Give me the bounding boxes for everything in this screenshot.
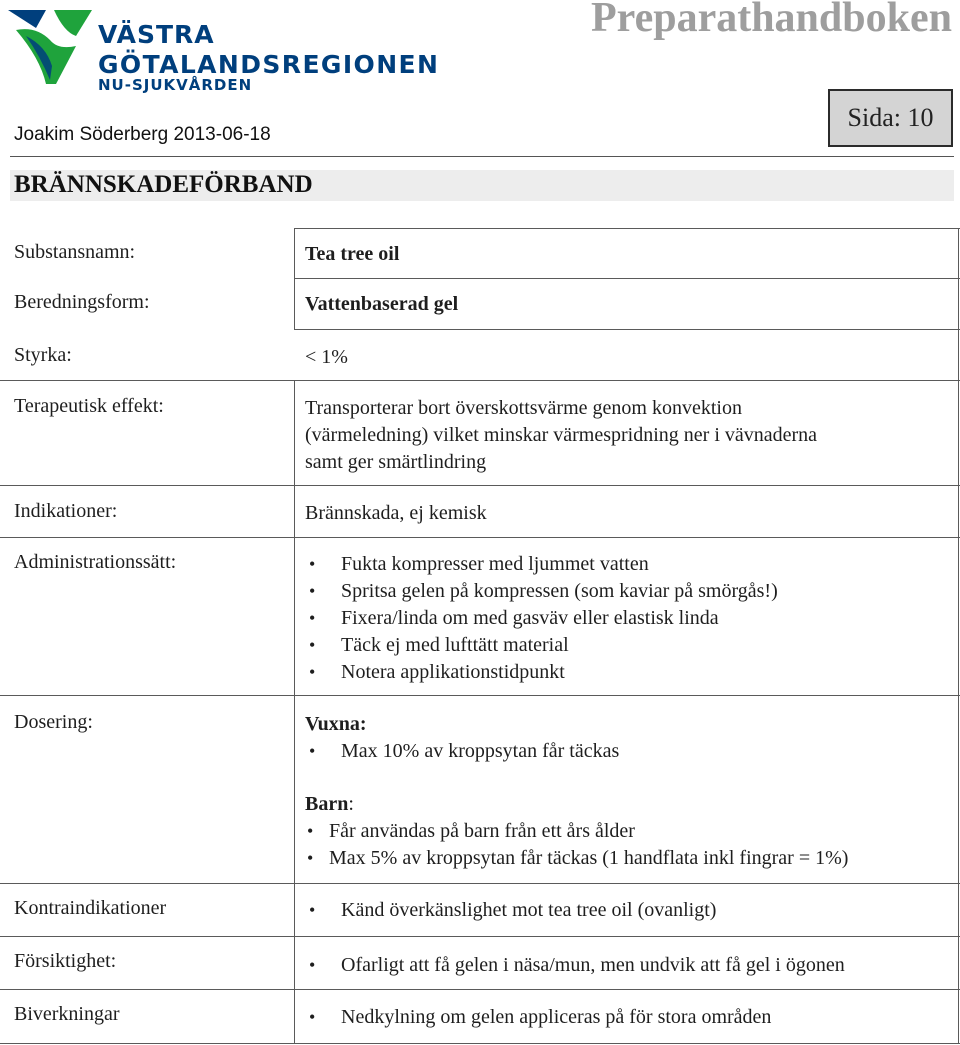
row-divider <box>294 329 960 330</box>
table-divider-vertical-bottom <box>294 380 295 1044</box>
side-effects-label: Biverkningar <box>14 1003 120 1025</box>
logo-text-line1: VÄSTRA <box>98 20 215 49</box>
list-item: • Nedkylning om gelen appliceras på för stora områden <box>305 1004 771 1031</box>
strength-label: Styrka: <box>14 344 72 366</box>
contraindications-value <box>305 897 716 924</box>
caution-value <box>305 952 845 979</box>
administration-list <box>305 551 778 686</box>
row-divider <box>294 278 960 279</box>
children-list <box>305 818 848 872</box>
list-item: • Täck ej med lufttätt material <box>305 632 778 659</box>
author-date-line: Joakim Söderberg 2013-06-18 <box>14 124 271 145</box>
contraindications-list <box>305 897 716 924</box>
effect-value <box>305 395 817 476</box>
list-item: • Notera applikationstidpunkt <box>305 659 778 686</box>
row-divider <box>0 485 960 486</box>
page-number-box <box>828 89 953 147</box>
row-divider <box>0 936 960 937</box>
book-title: Preparathandboken <box>591 0 952 41</box>
dosing-label: Dosering: <box>14 711 93 733</box>
row-divider <box>0 989 960 990</box>
indication-value: Brännskada, ej kemisk <box>305 502 487 524</box>
table-border-right <box>958 228 959 1044</box>
row-divider <box>0 380 960 381</box>
list-item: • Får användas på barn från ett års ålder <box>305 818 848 845</box>
side-effects-value <box>305 1004 771 1031</box>
side-effects-list <box>305 1004 771 1031</box>
list-item: • Max 5% av kroppsytan får täckas (1 handflata inkl fingrar = 1%) <box>305 845 848 872</box>
indication-label: Indikationer: <box>14 500 118 522</box>
header-divider <box>10 156 954 157</box>
row-divider <box>0 537 960 538</box>
row-divider <box>0 883 960 884</box>
substance-value: Tea tree oil <box>305 243 400 265</box>
effect-line: (värmeledning) vilket minskar värmespridning ner i vävnaderna <box>305 424 818 446</box>
region-logo <box>6 6 440 94</box>
form-label: Beredningsform: <box>14 291 150 313</box>
caution-list <box>305 952 845 979</box>
effect-line: samt ger smärtlindring <box>305 451 487 473</box>
page-number-label: Sida: 10 <box>847 103 934 132</box>
administration-list-wrap <box>305 551 778 686</box>
list-item: • Ofarligt att få gelen i näsa/mun, men undvik att få gel i ögonen <box>305 952 845 979</box>
list-item: • Fixera/linda om med gasväv eller elastisk linda <box>305 605 778 632</box>
table-border-bottom <box>0 1043 960 1044</box>
dosing-value <box>305 711 848 872</box>
region-logo-mark-icon <box>6 6 96 92</box>
children-heading-line <box>305 791 848 818</box>
list-item: • Spritsa gelen på kompressen (som kaviar på smörgås!) <box>305 578 778 605</box>
list-item: • Max 10% av kroppsytan får täckas <box>305 738 848 765</box>
effect-line: Transporterar bort överskottsvärme genom konvektion <box>305 397 742 419</box>
logo-text-line2: GÖTALANDSREGIONEN <box>98 50 440 79</box>
row-divider <box>0 695 960 696</box>
contraindications-label: Kontraindikationer <box>14 897 167 919</box>
strength-value: < 1% <box>305 346 348 368</box>
list-item: • Känd överkänslighet mot tea tree oil (ovanligt) <box>305 897 716 924</box>
adults-heading: Vuxna: <box>305 713 367 735</box>
list-item: • Fukta kompresser med ljummet vatten <box>305 551 778 578</box>
effect-label: Terapeutisk effekt: <box>14 395 164 417</box>
children-heading-colon: : <box>348 793 354 815</box>
children-heading: Barn <box>305 793 349 815</box>
substance-label: Substansnamn: <box>14 241 136 263</box>
section-title: BRÄNNSKADEFÖRBAND <box>14 171 313 198</box>
adults-list <box>305 738 848 765</box>
dosing-spacer <box>305 765 848 791</box>
logo-text-line3: NU-SJUKVÅRDEN <box>98 76 253 94</box>
administration-label: Administrationssätt: <box>14 551 177 573</box>
caution-label: Försiktighet: <box>14 950 117 972</box>
form-value: Vattenbaserad gel <box>305 293 459 315</box>
table-border-top <box>294 228 960 229</box>
